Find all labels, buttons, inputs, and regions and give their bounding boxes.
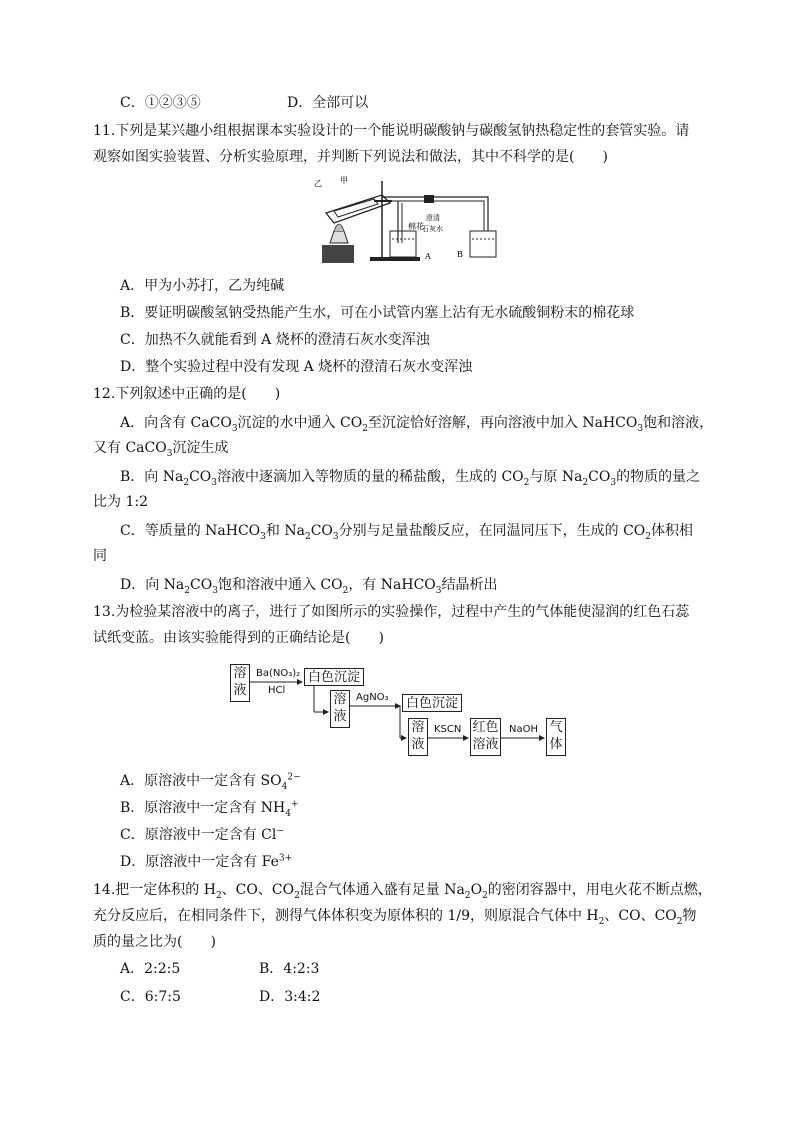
- reagent-agno3: AgNO₃: [356, 692, 389, 703]
- text: C．原溶液中一定含有 Cl: [120, 827, 277, 843]
- q11-stem-line1: 11.下列是某兴趣小组根据课本实验设计的一个能说明碳酸钠与碳酸氢钠热稳定性的套管实验。请: [93, 123, 690, 139]
- q10-option-c: C．①②③⑤: [120, 95, 201, 111]
- ion-test-flowchart: [228, 660, 583, 765]
- thermal-stability-apparatus-figure: [312, 173, 498, 267]
- sub: 4: [281, 781, 288, 792]
- label-limewater: 石灰水: [422, 225, 443, 233]
- reagent-hcl: HCl: [268, 685, 286, 696]
- q13-option-b: [120, 798, 298, 818]
- sup: 3+: [278, 853, 293, 864]
- text: CO: [189, 469, 212, 485]
- sub: 2: [183, 477, 190, 488]
- reagent-kscn: KSCN: [434, 724, 462, 735]
- label-cotton: 棉花: [408, 222, 424, 231]
- flow-white-precipitate-1: 白色沉淀: [304, 668, 364, 686]
- text: B．向 Na: [120, 469, 184, 485]
- text: 充分反应后，在相同条件下，测得气体体积变为原体积的 1/9，则原混合气体中 H: [93, 908, 599, 924]
- q11-option-c: C．加热不久就能看到 A 烧杯的澄清石灰水变浑浊: [120, 332, 430, 348]
- text: 物: [682, 908, 697, 924]
- sub: 4: [285, 808, 291, 819]
- text: CO: [588, 469, 611, 485]
- sub: 2: [482, 890, 488, 901]
- text: 体积相: [651, 523, 693, 539]
- text: 饱和溶液中通入 CO: [217, 577, 343, 593]
- sub: 2: [645, 531, 651, 542]
- q14-stem-line3: 质的量之比为( ): [93, 934, 216, 950]
- flow-gas-box: 气体: [546, 718, 566, 756]
- text: 与原 Na: [529, 469, 583, 485]
- sub: 3: [231, 423, 238, 434]
- reagent-ba-no3: Ba(NO₃)₂: [256, 668, 301, 679]
- text: D．向 Na: [120, 577, 185, 593]
- q12-option-c-line2: 同: [93, 548, 107, 564]
- q11-option-a: A．甲为小苏打，乙为纯碱: [120, 278, 285, 294]
- sub: 2: [582, 477, 589, 488]
- sub: 2: [342, 585, 349, 596]
- sub: 2: [304, 531, 311, 542]
- sub: 2: [464, 890, 471, 901]
- text: A．向含有 CaCO: [120, 415, 232, 431]
- label-yi: 乙: [314, 179, 322, 188]
- text: 的物质的量之: [616, 469, 701, 485]
- text: 又有 CaCO: [93, 440, 167, 456]
- text: 至沉淀恰好溶解，再向溶液中加入 NaHCO: [367, 415, 638, 431]
- flow-solution-box-2: 溶液: [330, 690, 350, 728]
- text: 、CO、CO: [604, 908, 677, 924]
- q14-stem-line2: [93, 906, 697, 926]
- text: 溶液中逐滴加入等物质的量的稀盐酸，生成的 CO: [217, 469, 524, 485]
- q14-option-b: B．4:2:3: [259, 961, 320, 977]
- text: 的密闭容器中，用电火花不断点燃，: [487, 882, 712, 898]
- sub: 2: [215, 890, 222, 901]
- sub: 2: [676, 916, 683, 927]
- q13-stem-line1: 13.为检验某溶液中的离子，进行了如图所示的实验操作，过程中产生的气体能使湿润的红色石蕊: [93, 604, 690, 620]
- sub: 2: [523, 477, 530, 488]
- text: D．原溶液中一定含有 Fe: [120, 854, 279, 870]
- flow-solution-box-3: 溶液: [408, 718, 428, 756]
- q12-option-a-line1: [120, 413, 713, 433]
- reagent-naoh: NaOH: [509, 724, 538, 735]
- q12-option-a-line2: [93, 438, 228, 458]
- q11-stem-line2: 观察如图实验装置、分析实验原理，并判断下列说法和做法，其中不科学的是( ): [93, 149, 608, 165]
- sub: 3: [435, 585, 442, 596]
- text: 、CO、CO: [221, 882, 295, 898]
- sub: 2: [184, 585, 191, 596]
- sub: 3: [260, 531, 266, 542]
- sup: −: [276, 826, 284, 837]
- sup: +: [290, 799, 299, 810]
- label-clear1: 澄清: [426, 214, 440, 222]
- text: 和 Na: [265, 523, 305, 539]
- q13-option-c: [120, 825, 284, 845]
- text: CO: [310, 523, 333, 539]
- text: C．等质量的 NaHCO: [120, 523, 261, 539]
- q11-option-d: D．整个实验过程中没有发现 A 烧杯的澄清石灰水变浑浊: [120, 359, 473, 375]
- sup: 2−: [287, 772, 301, 783]
- q13-option-a: [120, 771, 301, 791]
- sub: 2: [362, 423, 368, 434]
- sub: 3: [211, 477, 218, 488]
- text: CO: [190, 577, 213, 593]
- text: ，有 NaHCO: [348, 577, 436, 593]
- label-jia: 甲: [340, 176, 348, 185]
- flow-red-solution: 红色溶液: [470, 718, 501, 756]
- q14-stem-line1: [93, 880, 712, 900]
- text: 沉淀的水中通入 CO: [237, 415, 363, 431]
- q14-option-d: D．3:4:2: [259, 989, 321, 1005]
- text: 分别与足量盐酸反应，在同温同压下，生成的 CO: [338, 523, 646, 539]
- q11-option-b: B．要证明碳酸氢钠受热能产生水，可在小试管内塞上沾有无水硫酸铜粉末的棉花球: [120, 305, 635, 321]
- flow-white-precipitate-2: 白色沉淀: [402, 694, 462, 712]
- sub: 3: [212, 585, 218, 596]
- sub: 3: [637, 423, 644, 434]
- q12-option-b-line2: 比为 1:2: [93, 494, 148, 510]
- flow-solution-box-1: 溶液: [230, 664, 250, 702]
- sub: 3: [166, 448, 173, 459]
- q12-option-b-line1: [120, 467, 700, 487]
- q14-option-c: C．6:7:5: [120, 989, 181, 1005]
- sub: 2: [294, 890, 300, 901]
- q14-option-a: A．2:2:5: [120, 961, 181, 977]
- text: 结晶析出: [441, 577, 498, 593]
- text: 14.把一定体积的 H: [93, 882, 216, 898]
- label-beaker-a: A: [425, 252, 431, 261]
- text: O: [470, 882, 483, 898]
- q12-option-c-line1: [120, 521, 693, 541]
- q13-option-d: [120, 852, 292, 872]
- q13-stem-line2: 试纸变蓝。由该实验能得到的正确结论是( ): [93, 630, 384, 646]
- q12-option-d: [120, 575, 498, 595]
- text: 混合气体通入盛有足量 Na: [299, 882, 465, 898]
- text: 沉淀生成: [172, 440, 229, 456]
- sub: 3: [610, 477, 617, 488]
- q10-option-d: D．全部可以: [287, 95, 369, 111]
- q12-stem: 12.下列叙述中正确的是( ): [93, 386, 281, 402]
- sub: 3: [332, 531, 339, 542]
- sub: 2: [598, 916, 605, 927]
- label-beaker-b: B: [457, 250, 463, 259]
- text: A．原溶液中一定含有 SO: [120, 773, 282, 789]
- text: B．原溶液中一定含有 NH: [120, 800, 286, 816]
- text: 饱和溶液，: [643, 415, 714, 431]
